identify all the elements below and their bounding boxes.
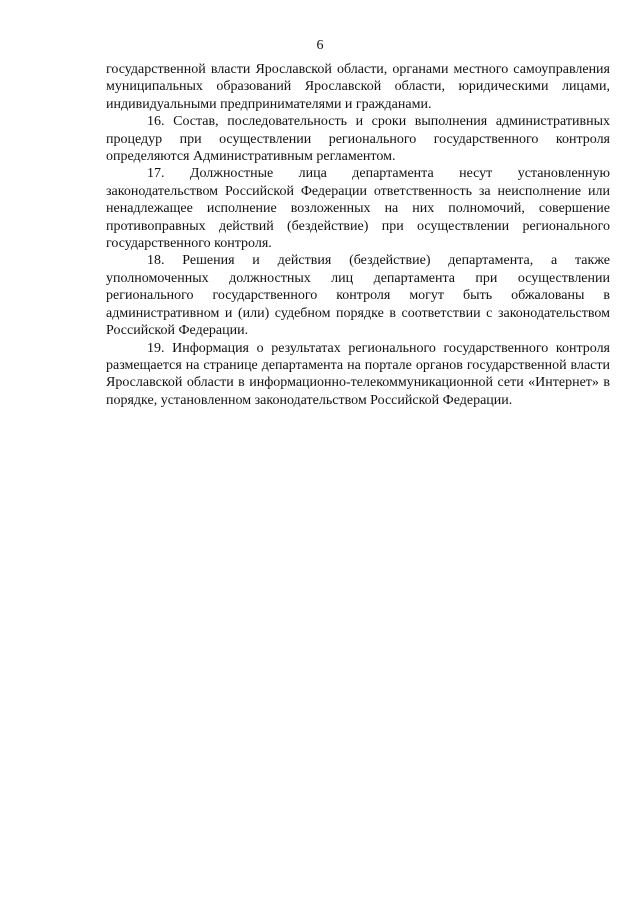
paragraph-19: 19. Информация о результатах регионального государственного контроля размещается на странице департамента на портале органов государственной власти Ярославской области в информационно-телекоммуникационной сети «Интернет» в порядке, установленном законодательством Российской Федерации.	[106, 340, 610, 408]
page-number: 6	[316, 38, 324, 53]
paragraph-17: 17. Должностные лица департамента несут установленную законодательством Российской Федерации ответственность за неисполнение или ненадлежащее исполнение возложенных на них полномочий, совершение противоправных действий (бездействие) при осуществлении регионального государственного контроля.	[106, 166, 610, 252]
paragraph-continuation: государственной власти Ярославской области, органами местного самоуправления муниципальных образований Ярославской области, юридическими лицами, индивидуальными предпринимателями и гражданами.	[106, 62, 610, 112]
paragraph-18: 18. Решения и действия (бездействие) департамента, а также уполномоченных должностных лиц департамента при осуществлении регионального государственного контроля могут быть обжалованы в административном и (или) судебном порядке в соответствии с законодательством Российской Федерации.	[106, 253, 610, 339]
document-body	[106, 61, 610, 409]
paragraph-16: 16. Состав, последовательность и сроки выполнения административных процедур при осуществлении регионального государственного контроля определяются Административным регламентом.	[106, 114, 610, 165]
